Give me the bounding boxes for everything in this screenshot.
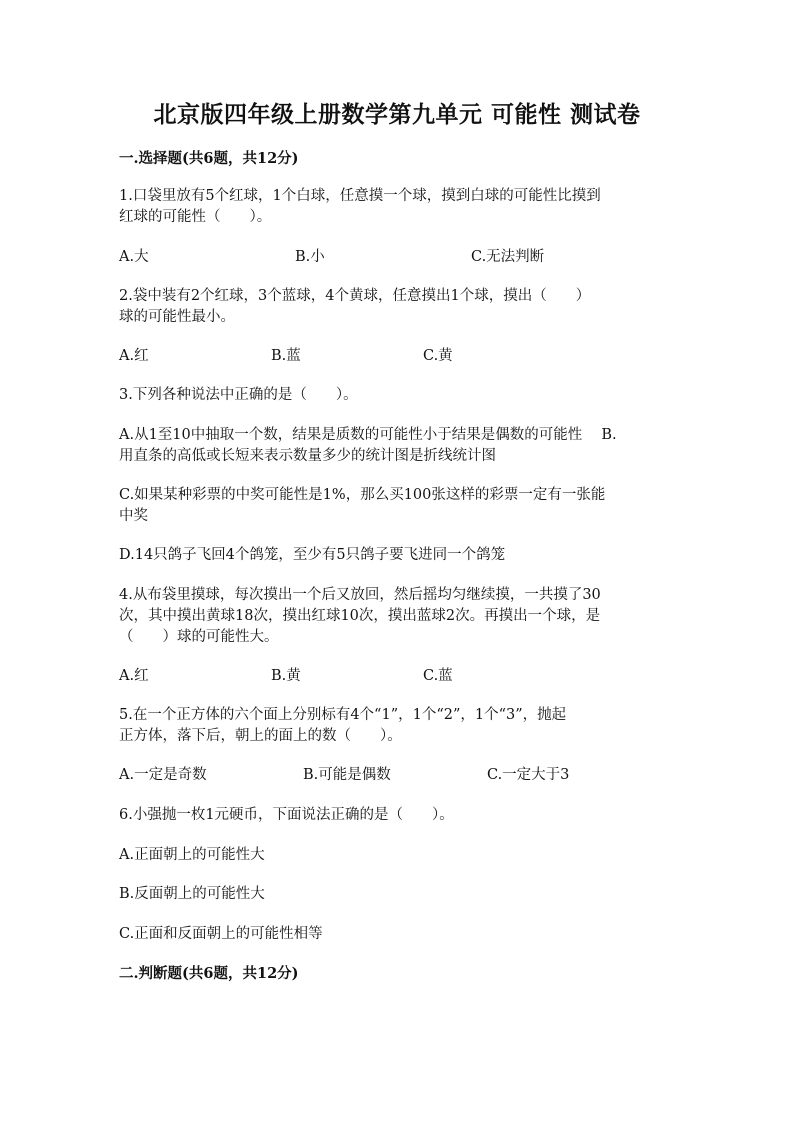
- question-4-option-c: C.蓝: [423, 668, 453, 684]
- question-2-line-2: 球的可能性最小。: [119, 309, 235, 325]
- question-1-line-2: 红球的可能性（ ）。: [119, 209, 272, 225]
- question-6-option-b: B.反面朝上的可能性大: [119, 886, 265, 902]
- question-3-stem: 3.下列各种说法中正确的是（ ）。: [119, 387, 358, 403]
- section-heading-judgment: 二.判断题(共6题，共12分): [119, 965, 299, 982]
- question-5-option-b: B.可能是偶数: [303, 767, 391, 783]
- question-3-option-d: D.14只鸽子飞回4个鸽笼，至少有5只鸽子要飞进同一个鸽笼: [119, 547, 506, 563]
- question-1-option-c: C.无法判断: [471, 249, 545, 265]
- question-5-option-a: A.一定是奇数: [119, 767, 207, 783]
- question-4-option-a: A.红: [119, 668, 149, 684]
- question-6-stem: 6.小强抛一枚1元硬币，下面说法正确的是（ ）。: [119, 807, 454, 823]
- question-2-option-c: C.黄: [423, 348, 453, 364]
- question-4-line-3: （ ）球的可能性大。: [119, 629, 279, 645]
- page-title: 北京版四年级上册数学第九单元 可能性 测试卷: [153, 101, 641, 128]
- question-3-option-a-line-1: A.从1至10中抽取一个数，结果是质数的可能性小于结果是偶数的可能性 B.: [119, 427, 617, 443]
- question-5-line-2: 正方体，落下后，朝上的面上的数（ ）。: [119, 728, 402, 744]
- question-2-option-a: A.红: [119, 348, 149, 364]
- question-2-line-1: 2.袋中装有2个红球，3个蓝球，4个黄球，任意摸出1个球，摸出（ ）: [119, 288, 591, 304]
- question-4-line-2: 次，其中摸出黄球18次，摸出红球10次，摸出蓝球2次。再摸出一个球，是: [119, 608, 601, 624]
- section-heading-choice: 一.选择题(共6题，共12分): [119, 150, 299, 167]
- question-6-option-a: A.正面朝上的可能性大: [119, 847, 265, 863]
- question-3-option-c-line-1: C.如果某种彩票的中奖可能性是1%，那么买100张这样的彩票一定有一张能: [119, 487, 606, 503]
- question-1-option-b: B.小: [295, 249, 325, 265]
- question-5-line-1: 5.在一个正方体的六个面上分别标有4个“1”，1个“2”，1个“3”，抛起: [119, 707, 567, 723]
- question-6-option-c: C.正面和反面朝上的可能性相等: [119, 926, 323, 942]
- question-3-option-c-line-2: 中奖: [119, 508, 148, 524]
- question-1-option-a: A.大: [119, 249, 149, 265]
- question-4-option-b: B.黄: [271, 668, 301, 684]
- question-4-line-1: 4.从布袋里摸球，每次摸出一个后又放回，然后摇均匀继续摸，一共摸了30: [119, 587, 601, 603]
- question-1-line-1: 1.口袋里放有5个红球，1个白球，任意摸一个球，摸到白球的可能性比摸到: [119, 188, 601, 204]
- question-5-option-c: C.一定大于3: [487, 767, 570, 783]
- question-3-option-a-line-2: 用直条的高低或长短来表示数量多少的统计图是折线统计图: [119, 448, 496, 464]
- question-2-option-b: B.蓝: [271, 348, 301, 364]
